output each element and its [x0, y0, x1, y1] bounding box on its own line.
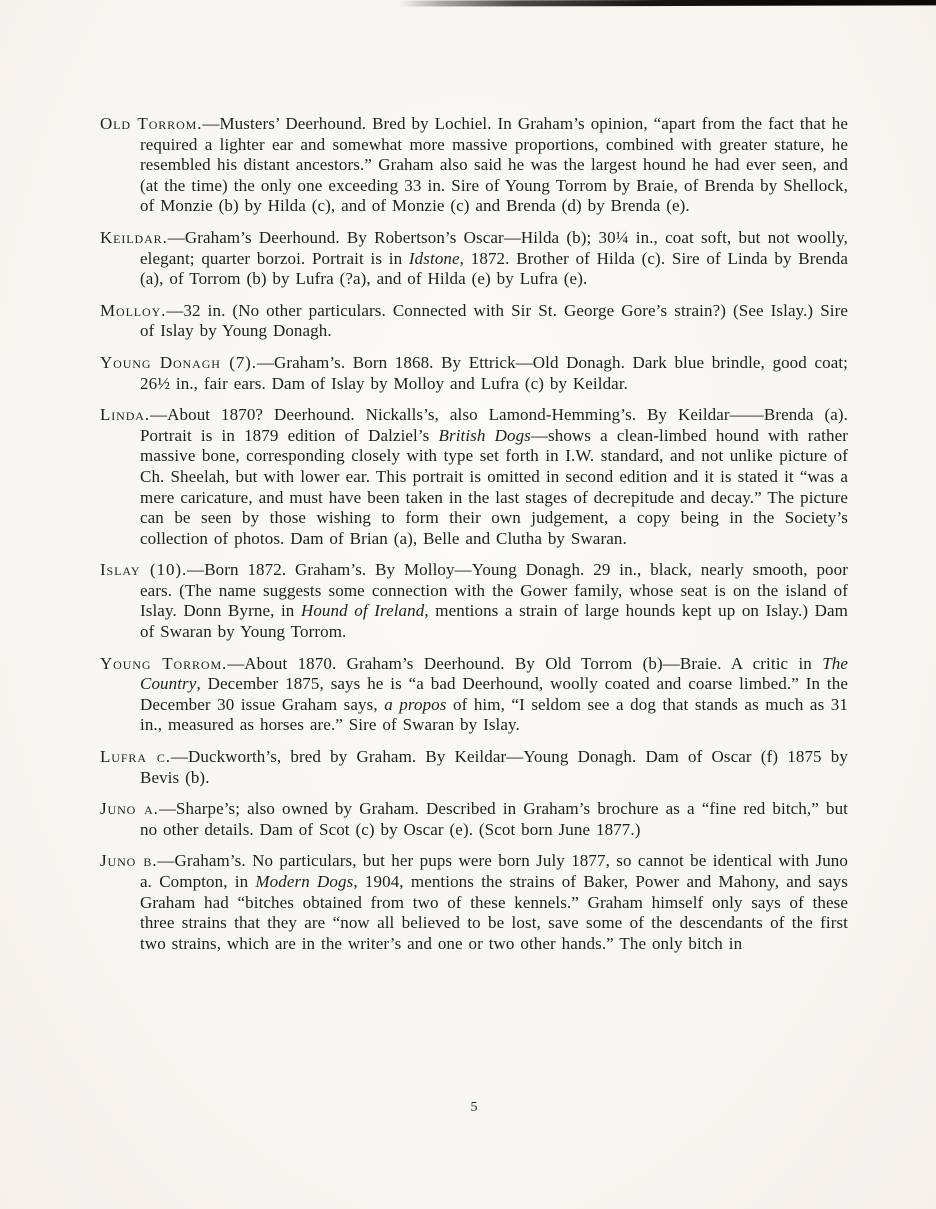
entry-young-torrom	[100, 654, 848, 736]
entry-text: —Musters’ Deerhound. Bred by Lochiel. In Graham’s opinion, “apart from the fact that he required a lighter ear and somewhat more massive proportions, combined with greater stature, he resembled his distant ancestors.” Graham also said he was the largest hound he had ever seen, and (at the time) the only one exceeding 33 in. Sire of Young Torrom by Braie, of Brenda by Shellock, of Monzie (b) by Hilda (c), and of Monzie (c) and Brenda (d) by Brenda (e).	[140, 114, 848, 216]
entry-lufra-c	[100, 747, 848, 788]
entry-text: —Graham’s. No particulars, but her pups were born July 1877, so cannot be identical with Juno a. Compton, in	[140, 851, 848, 891]
entry-linda	[100, 405, 848, 549]
entry-text: —Born 1872. Graham’s. By Molloy—Young Donagh. 29 in., black, nearly smooth, poor ears. (The name suggests some connection with the Gower family, whose seat is on the island of Islay. Donn Byrne, in	[140, 560, 849, 621]
entry-juno-a	[100, 799, 848, 840]
entry-term: Lufra c.	[100, 747, 171, 767]
entry-islay	[100, 560, 848, 642]
italic-title: Modern Dogs	[255, 872, 354, 891]
italic-title: a propos	[384, 694, 447, 714]
entry-term: Linda.	[100, 405, 151, 425]
entry-text: , mentions a strain of large hounds kept up on Islay.) Dam of Swaran by Young Torrom.	[140, 601, 849, 642]
italic-title: Hound of Ireland	[300, 601, 425, 621]
entry-old-torrom	[100, 114, 848, 217]
italic-title: The Country	[140, 653, 849, 694]
entry-text: —32 in. (No other particulars. Connected with Sir St. George Gore’s strain?) (See Islay.) Sire of Islay by Young Donagh.	[140, 300, 848, 341]
entry-juno-b	[100, 851, 848, 954]
entry-term: Juno b.	[100, 851, 158, 871]
entry-term: Keildar.	[100, 227, 168, 247]
italic-title: Idstone	[408, 248, 460, 268]
entry-term: Young Torrom.	[100, 653, 228, 673]
entry-text: , December 1875, says he is “a bad Deerhound, woolly coated and coarse limbed.” In the December 30 issue Graham says,	[140, 674, 848, 714]
entry-term: Islay (10).	[100, 560, 188, 580]
italic-title: British Dogs	[438, 425, 531, 445]
page-number: 5	[470, 1100, 478, 1115]
entry-text: —Duckworth’s, bred by Graham. By Keildar—Young Donagh. Dam of Oscar (f) 1875 by Bevis (b).	[140, 747, 848, 787]
entry-text: —About 1870. Graham’s Deerhound. By Old Torrom (b)—Braie. A critic in	[227, 653, 823, 673]
scan-edge-artifact	[398, 0, 936, 7]
entry-term: Juno a.	[100, 799, 159, 819]
entry-text: —About 1870? Deerhound. Nickalls’s, also Lamond-Hemming’s. By Keildar——Brenda (a). Portrait is in 1879 edition of Dalziel’s	[140, 405, 848, 445]
entry-text: , 1904, mentions the strains of Baker, Power and Mahony, and says Graham had “bitches obtained from two of these kennels.” Graham himself only says of these three strains that they are “now all believed to be lost, save some of the descendants of the first two strains, which are in the writer’s and one or two other hands.” The only bitch in	[140, 872, 848, 953]
entry-term: Young Donagh (7).	[100, 352, 257, 372]
entry-term: Old Torrom.	[100, 114, 203, 133]
entry-text: —Graham’s. Born 1868. By Ettrick—Old Donagh. Dark blue brindle, good coat; 26½ in., fair ears. Dam of Islay by Molloy and Lufra (c) by Keildar.	[140, 352, 848, 393]
entry-text: of him, “I seldom see a dog that stands as much as 31 in., measured as horses are.” Sire of Swaran by Islay.	[140, 694, 848, 735]
entry-term: Molloy.	[100, 300, 167, 320]
entry-text: , 1872. Brother of Hilda (c). Sire of Linda by Brenda (a), of Torrom (b) by Lufra (?a), and of Hilda (e) by Lufra (e).	[140, 248, 848, 289]
entry-molloy	[100, 301, 848, 342]
entry-text: —shows a clean-limbed hound with rather massive bone, corresponding closely with type set forth in I.W. standard, and not unlike picture of Ch. Sheelah, but with lower ear. This portrait is omitted in second edition and it is stated it “was a mere caricature, and must have been taken in the last stages of decrepitude and decay.” The picture can be seen by those wishing to form their own judgement, a copy being in the Society’s collection of photos. Dam of Brian (a), Belle and Clutha by Swaran.	[140, 425, 848, 548]
entry-text: —Graham’s Deerhound. By Robertson’s Oscar—Hilda (b); 30¼ in., coat soft, but not woolly, elegant; quarter borzoi. Portrait is in	[140, 227, 848, 268]
entry-keildar	[100, 228, 848, 290]
entry-young-donagh	[100, 353, 848, 394]
page-text-block	[100, 114, 848, 965]
entry-text: —Sharpe’s; also owned by Graham. Described in Graham’s brochure as a “fine red bitch,” but no other details. Dam of Scot (c) by Oscar (e). (Scot born June 1877.)	[140, 799, 848, 839]
